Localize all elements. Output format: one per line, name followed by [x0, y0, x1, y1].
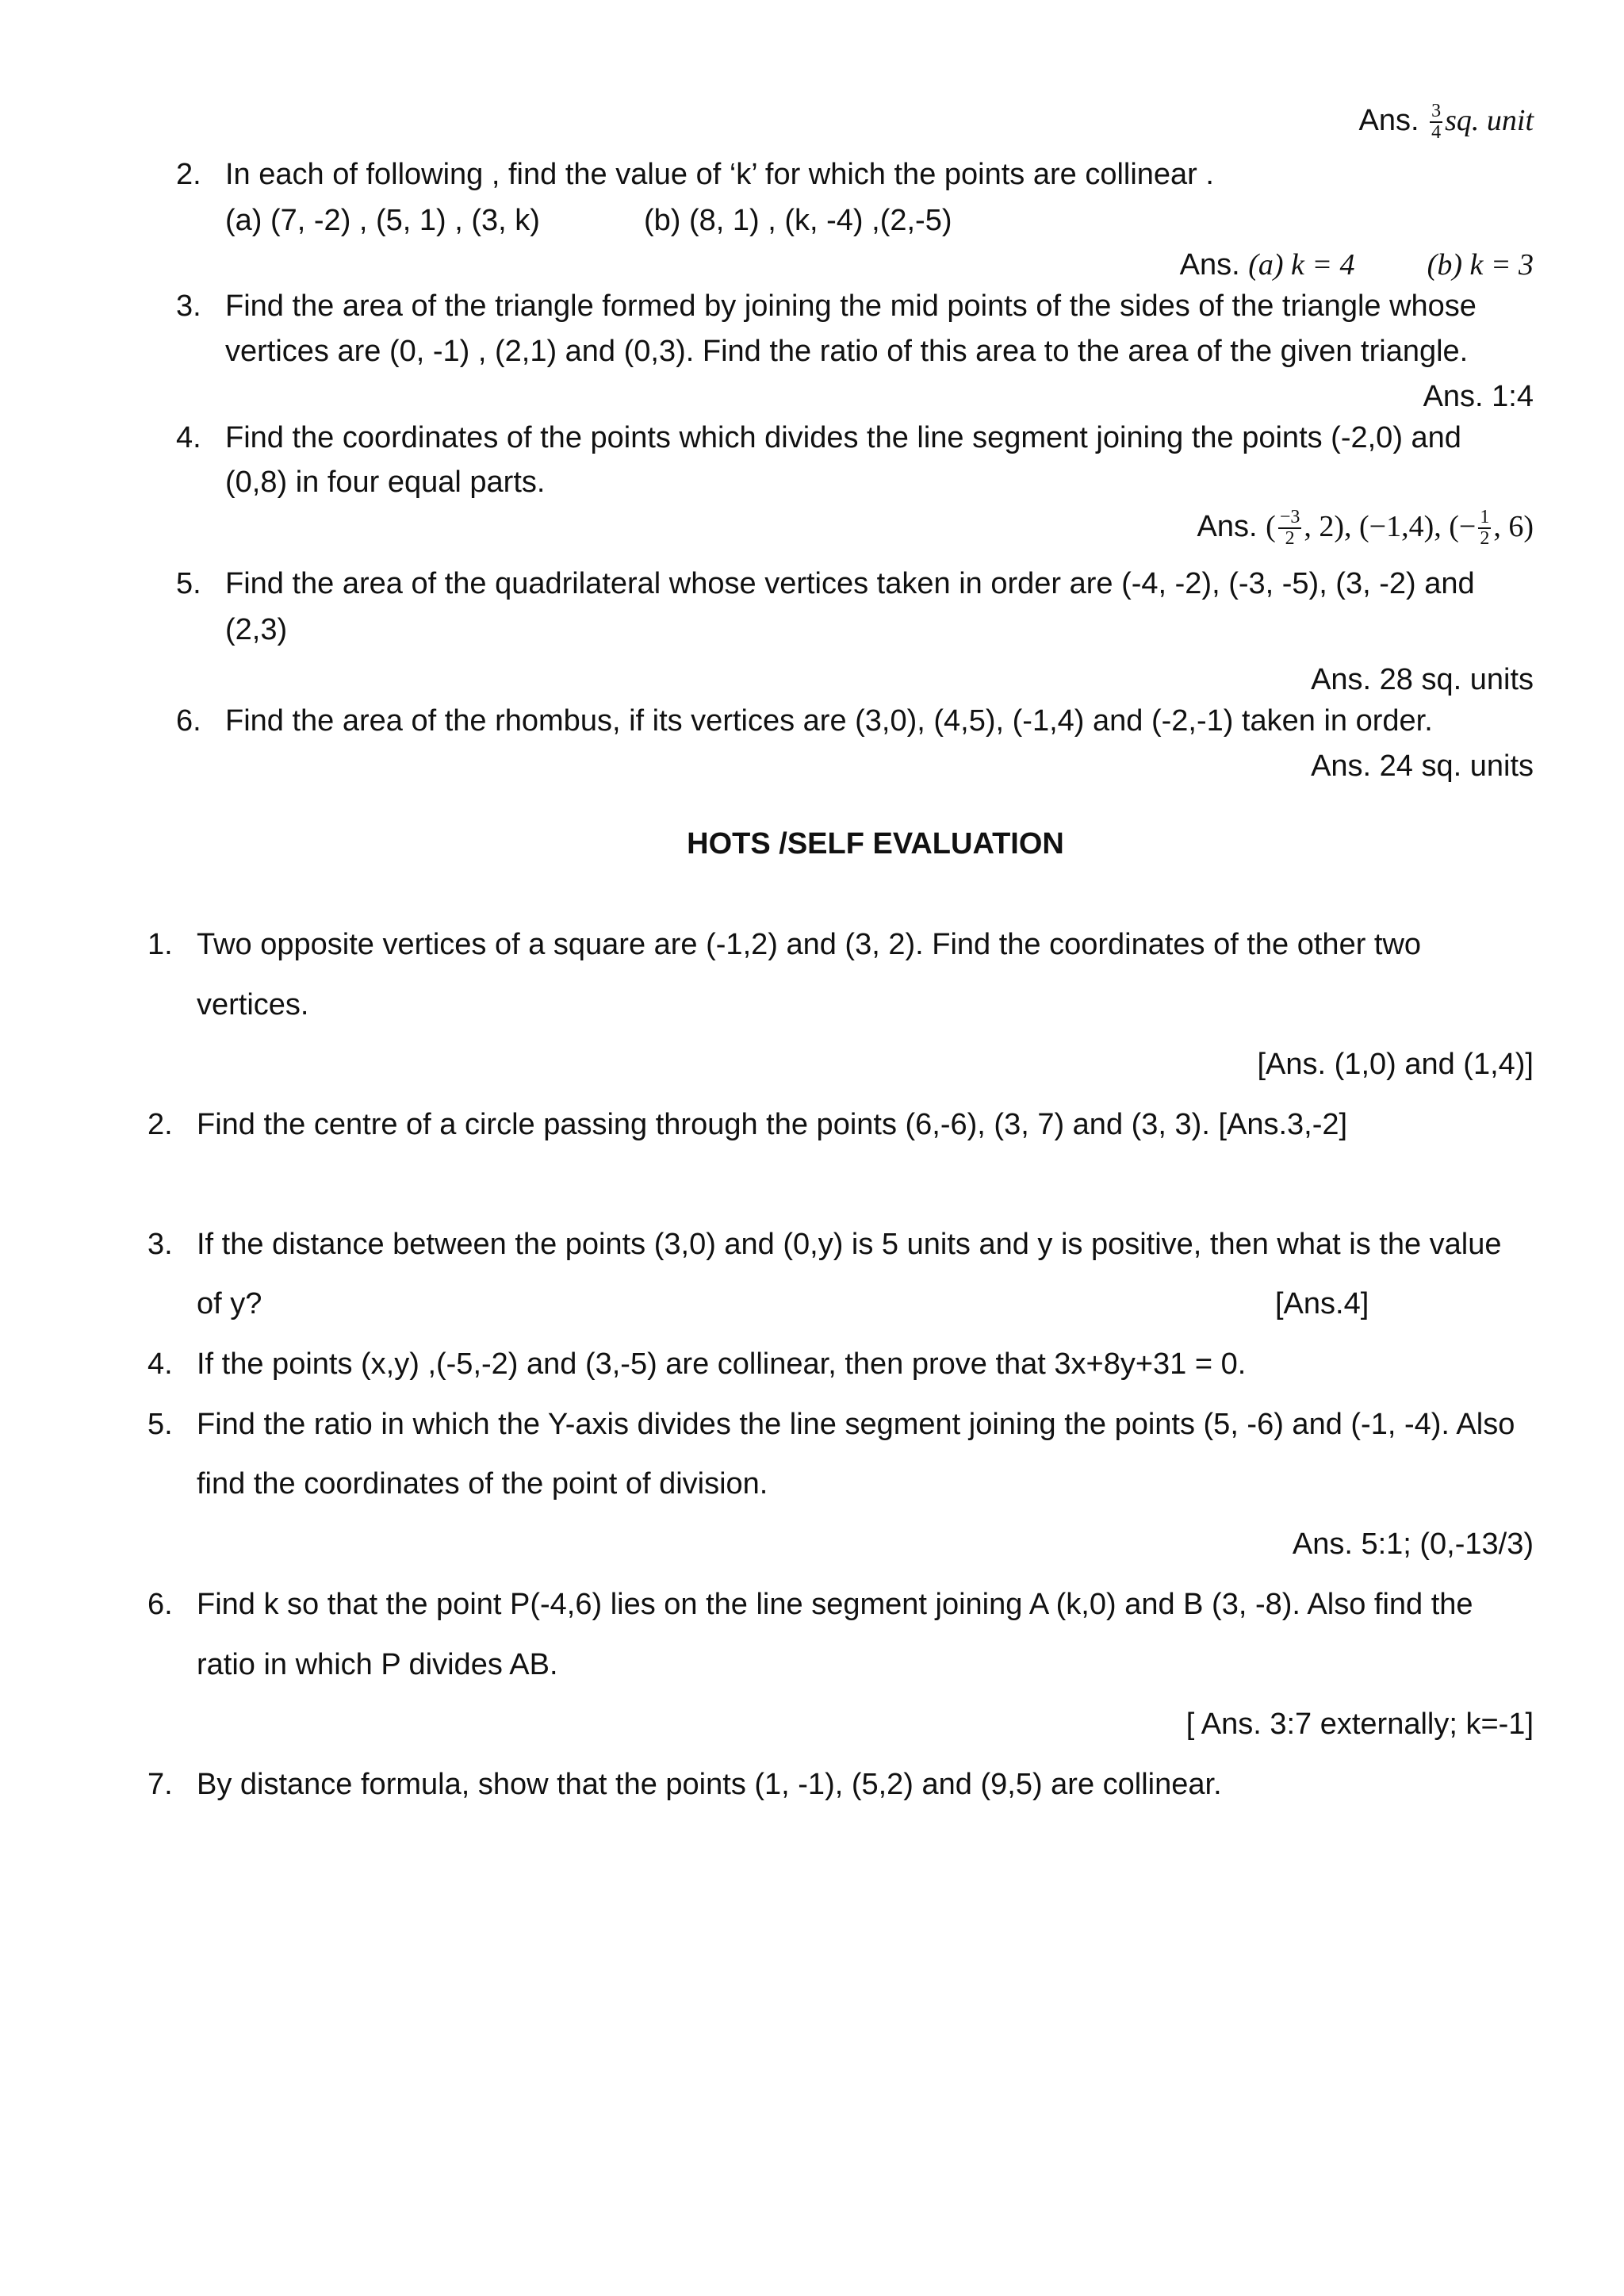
question-part-b: (b) (8, 1) , (k, -4) ,(2,-5) [644, 204, 952, 237]
fraction-denominator: 2 [1285, 528, 1295, 550]
question-text: Find k so that the point P(-4,6) lies on the line segment joining A (k,0) and B (3, -8). Also find the [197, 1588, 1473, 1621]
question-text: By distance formula, show that the points (1, -1), (5,2) and (9,5) are collinear. [197, 1768, 1222, 1801]
question-text: Find the ratio in which the Y-axis divides the line segment joining the points (5, -6) and (-1, -4). Also [197, 1408, 1515, 1441]
answer-line: Ans. 24 sq. units [1311, 749, 1534, 783]
top-answer [1358, 102, 1534, 143]
question-number: 7. [147, 1768, 173, 1801]
answer-text: , 6) [1493, 510, 1534, 544]
question-text: (0,8) in four equal parts. [225, 466, 546, 499]
answer-prefix: Ans. [1179, 248, 1240, 282]
question-part-a: (a) (7, -2) , (5, 1) , (3, k) [225, 204, 540, 237]
question-number: 2. [147, 1108, 173, 1141]
fraction-denominator: 4 [1431, 122, 1442, 144]
question-text: vertices. [197, 988, 309, 1022]
answer-prefix: Ans. [1358, 104, 1419, 138]
answer-part-b: (b) k = 3 [1427, 248, 1534, 282]
question-number: 3. [147, 1228, 173, 1261]
fraction [1478, 508, 1491, 549]
fraction-numerator: −3 [1278, 508, 1302, 529]
question-text: ratio in which P divides AB. [197, 1648, 558, 1681]
question-text: Find the centre of a circle passing through the points (6,-6), (3, 7) and (3, 3). [Ans.3,-2] [197, 1108, 1348, 1141]
answer-line: [Ans. (1,0) and (1,4)] [1257, 1048, 1534, 1081]
answer-line: Ans. 5:1; (0,-13/3) [1292, 1527, 1534, 1561]
question-text: Two opposite vertices of a square are (-1,2) and (3, 2). Find the coordinates of the other two [197, 928, 1422, 961]
question-text: Find the area of the quadrilateral whose vertices taken in order are (-4, -2), (-3, -5), (3, -2) and [225, 567, 1475, 600]
answer-line: [ Ans. 3:7 externally; k=-1] [1185, 1708, 1534, 1741]
fraction-denominator: 2 [1480, 528, 1490, 550]
question-number: 4. [176, 421, 201, 454]
question-number: 1. [147, 928, 173, 961]
section-heading: HOTS /SELF EVALUATION [687, 827, 1064, 861]
question-text: If the points (x,y) ,(-5,-2) and (3,-5) are collinear, then prove that 3x+8y+31 = 0. [197, 1347, 1247, 1381]
answer-line [1180, 247, 1534, 284]
question-number: 5. [176, 567, 201, 600]
question-text: find the coordinates of the point of division. [197, 1467, 768, 1501]
question-text: Find the coordinates of the points which divides the line segment joining the points (-2,0) and [225, 421, 1461, 454]
question-number: 3. [176, 289, 201, 323]
fraction [1278, 508, 1302, 549]
answer-unit: sq. unit [1445, 104, 1534, 138]
question-text: vertices are (0, -1) , (2,1) and (0,3). Find the ratio of this area to the area of the given triangle. [225, 335, 1469, 368]
answer-line: Ans. 28 sq. units [1311, 663, 1534, 696]
question-number: 6. [176, 704, 201, 738]
question-text: Find the area of the rhombus, if its vertices are (3,0), (4,5), (-1,4) and (-2,-1) taken in order. [225, 704, 1433, 738]
answer-text: ( [1266, 510, 1276, 544]
question-text: (2,3) [225, 613, 288, 646]
answer-line: Ans. 1:4 [1423, 380, 1534, 413]
question-number: 5. [147, 1408, 173, 1441]
answer-line: [Ans.4] [1275, 1287, 1369, 1320]
answer-prefix: Ans. [1197, 510, 1258, 544]
answer-line [1197, 508, 1534, 549]
fraction-numerator: 1 [1478, 508, 1491, 529]
question-text: of y? [197, 1287, 262, 1320]
question-text: If the distance between the points (3,0) and (0,y) is 5 units and y is positive, then what is the value [197, 1228, 1502, 1261]
question-number: 2. [176, 158, 201, 191]
fraction [1430, 102, 1442, 143]
question-number: 6. [147, 1588, 173, 1621]
question-text: In each of following , find the value of ‘k’ for which the points are collinear . [225, 158, 1214, 191]
answer-part-a: (a) k = 4 [1248, 248, 1355, 282]
question-number: 4. [147, 1347, 173, 1381]
answer-text: , 2), (−1,4), (− [1304, 510, 1477, 544]
question-text: Find the area of the triangle formed by joining the mid points of the sides of the triangle whose [225, 289, 1477, 323]
fraction-numerator: 3 [1430, 102, 1442, 123]
